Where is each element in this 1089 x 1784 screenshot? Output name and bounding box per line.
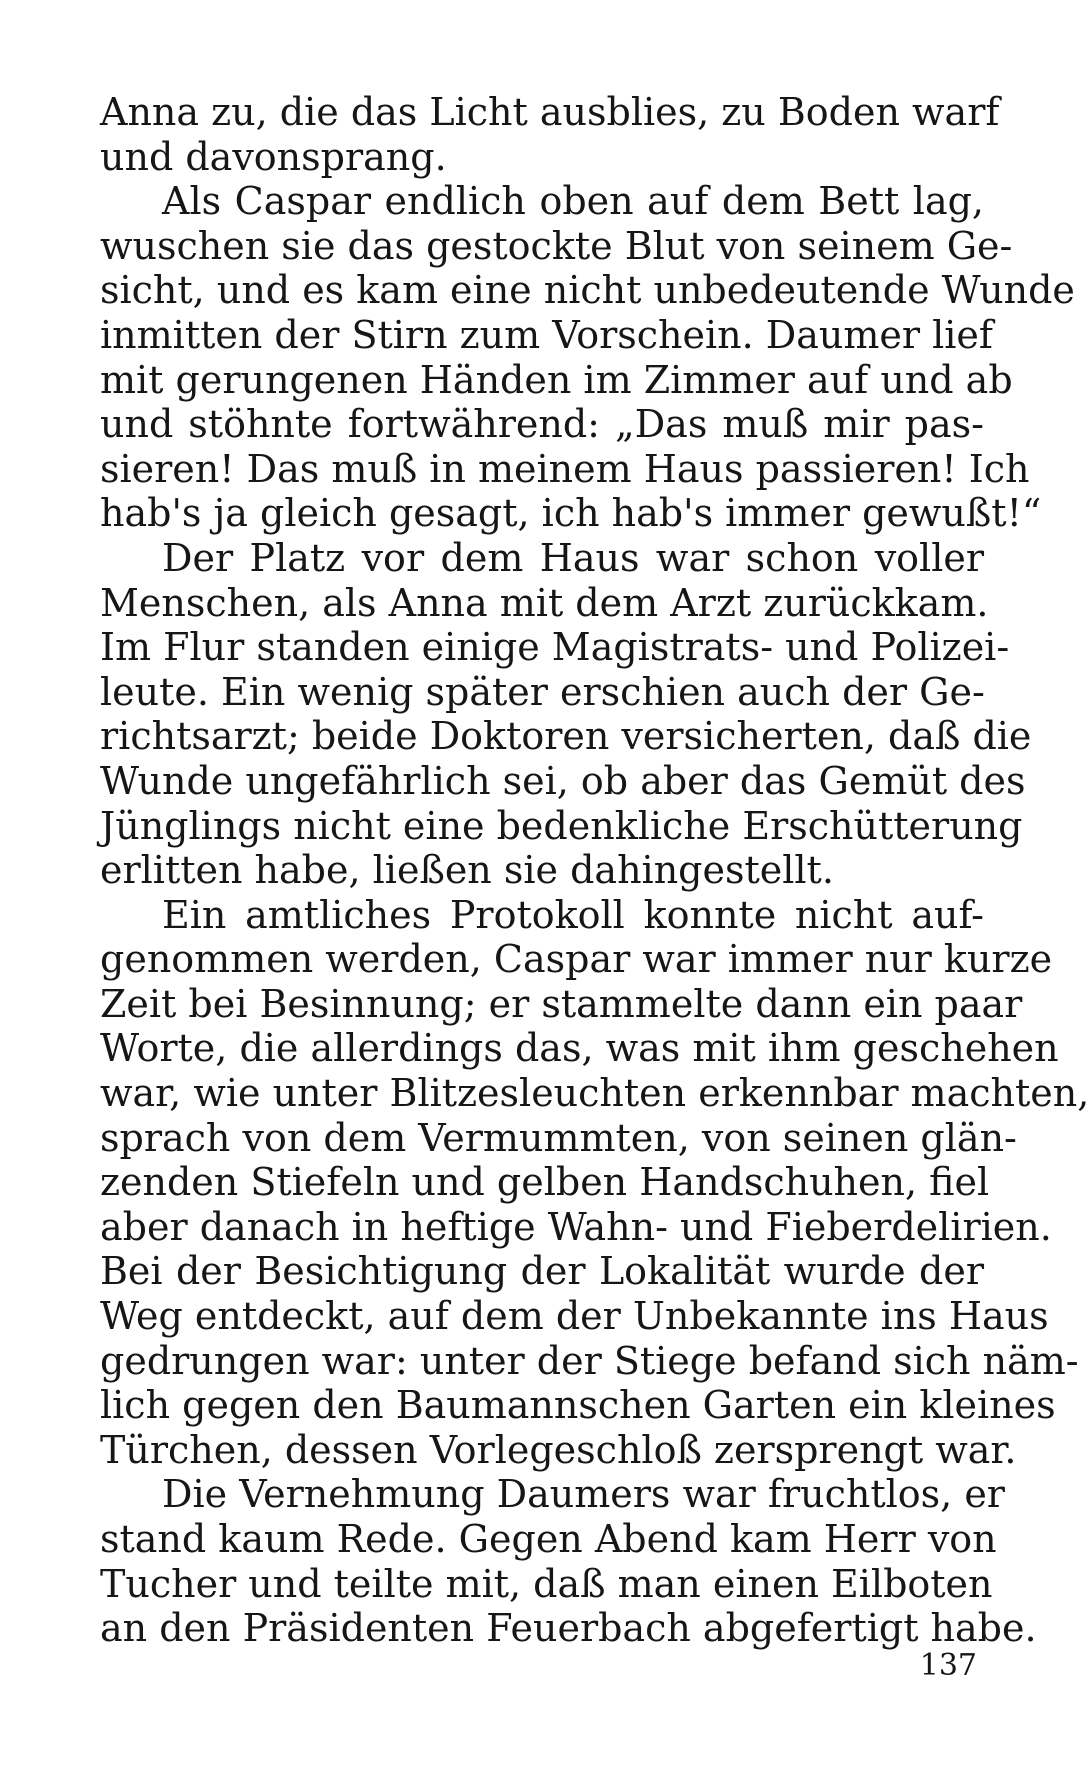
paragraph-3 bbox=[100, 535, 1032, 893]
paragraph-4 bbox=[100, 892, 1089, 1473]
text-line: aber danach in heftige Wahn- und Fieberdelirien. bbox=[100, 1204, 1052, 1249]
paragraph-2 bbox=[100, 179, 1075, 536]
text-line: Ein amtliches Protokoll konnte nicht auf- bbox=[162, 892, 984, 937]
text-line: mit gerungenen Händen im Zimmer auf und ab bbox=[100, 357, 1013, 402]
text-line: war, wie unter Blitzesleuchten erkennbar machten, bbox=[100, 1071, 1089, 1116]
text-line: gedrungen war: unter der Stiege befand sich näm- bbox=[100, 1338, 1079, 1383]
text-line: und davonsprang. bbox=[100, 134, 447, 179]
paragraph-1 bbox=[100, 90, 1000, 179]
text-line: Die Vernehmung Daumers war fruchtlos, er bbox=[162, 1472, 1005, 1517]
text-line: Türchen, dessen Vorlegeschloß zersprengt war. bbox=[100, 1427, 1017, 1472]
text-line: Bei der Besichtigung der Lokalität wurde der bbox=[100, 1249, 984, 1294]
text-line: wuschen sie das gestockte Blut von seinem Ge- bbox=[100, 223, 1013, 268]
text-line: Als Caspar endlich oben auf dem Bett lag, bbox=[162, 179, 984, 224]
text-line: leute. Ein wenig später erschien auch der Ge- bbox=[100, 669, 985, 714]
text-line: lich gegen den Baumannschen Garten ein kleines bbox=[100, 1383, 1056, 1428]
text-line: sprach von dem Vermummten, von seinen glän- bbox=[100, 1115, 1017, 1160]
text-line: Der Platz vor dem Haus war schon voller bbox=[162, 535, 984, 580]
text-line: zenden Stiefeln und gelben Handschuhen, fiel bbox=[100, 1160, 990, 1205]
text-line: und stöhnte fortwährend: „Das muß mir pas- bbox=[100, 402, 984, 447]
text-line: Worte, die allerdings das, was mit ihm geschehen bbox=[100, 1026, 1059, 1071]
text-line: erlitten habe, ließen sie dahingestellt. bbox=[100, 848, 834, 893]
text-line: Weg entdeckt, auf dem der Unbekannte ins Haus bbox=[100, 1294, 1049, 1339]
text-line: Zeit bei Besinnung; er stammelte dann ein paar bbox=[100, 981, 1023, 1026]
text-line: sicht, und es kam eine nicht unbedeutende Wunde bbox=[100, 268, 1075, 313]
text-line: inmitten der Stirn zum Vorschein. Daumer lief bbox=[100, 312, 993, 357]
text-line: Anna zu, die das Licht ausblies, zu Boden warf bbox=[100, 90, 1000, 134]
text-line: hab's ja gleich gesagt, ich hab's immer gewußt!“ bbox=[100, 491, 1042, 536]
body-text bbox=[100, 90, 1089, 1651]
text-line: Jünglings nicht eine bedenkliche Erschütterung bbox=[100, 803, 1023, 848]
text-line: an den Präsidenten Feuerbach abgefertigt habe. bbox=[100, 1606, 1037, 1651]
text-line: genommen werden, Caspar war immer nur kurze bbox=[100, 937, 1053, 982]
text-line: Im Flur standen einige Magistrats- und Polizei- bbox=[100, 625, 1010, 670]
text-line: sieren! Das muß in meinem Haus passieren! Ich bbox=[100, 446, 1030, 491]
text-line: Menschen, als Anna mit dem Arzt zurückkam. bbox=[100, 580, 989, 625]
text-line: Wunde ungefährlich sei, ob aber das Gemüt des bbox=[100, 758, 1026, 803]
text-line: stand kaum Rede. Gegen Abend kam Herr von bbox=[100, 1517, 997, 1561]
page-number: 137 bbox=[919, 1648, 977, 1683]
text-line: Tucher und teilte mit, daß man einen Eilboten bbox=[100, 1561, 993, 1606]
paragraph-5 bbox=[100, 1472, 1037, 1651]
text-line: richtsarzt; beide Doktoren versicherten, daß die bbox=[100, 714, 1032, 759]
